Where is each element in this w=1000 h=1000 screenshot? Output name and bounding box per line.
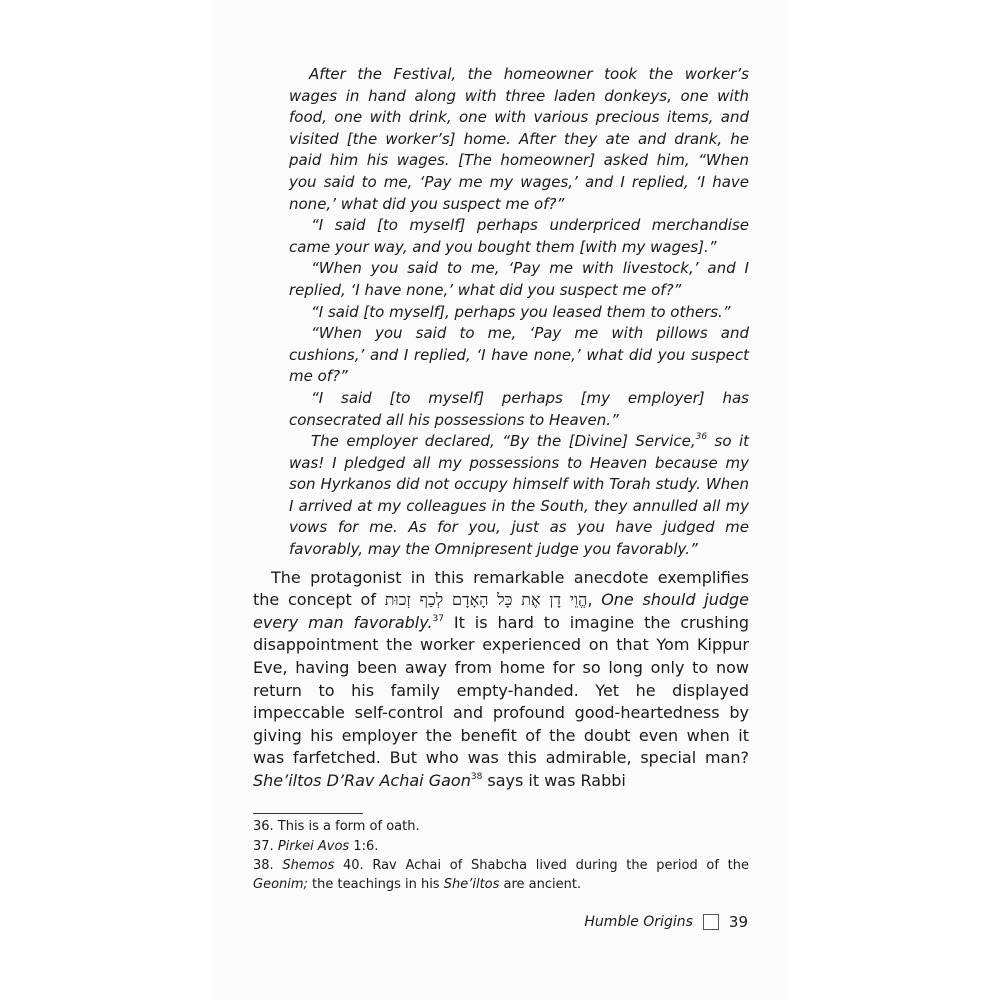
body-text: It is hard to imagine the crushing disappointment the worker experienced on that Yom Kippur Eve, having been away from home for so long only to now return to his family empty-handed. Yet he displayed impeccable self-control and profound good-heartedness by giving his employer the benefit of the doubt even when it was farfetched. But who was this admirable, special man? [253, 612, 749, 768]
footnote-text: the teachings in his [307, 876, 444, 892]
footnote-text: are ancient. [499, 876, 582, 892]
block-quote [289, 64, 749, 561]
footnotes [253, 818, 749, 895]
footnote-italic: Geonim; [253, 876, 308, 892]
italic-title: She’iltos D’Rav Achai Gaon [253, 771, 471, 790]
quote-paragraph: “I said [to myself], perhaps you leased them to others.” [311, 302, 731, 321]
hebrew-phrase: הֱוֵי דָן אֶת כָּל הָאָדָם לְכַף זְכוּת [384, 590, 588, 610]
footnote-37 [253, 838, 749, 857]
footnote-38 [253, 857, 749, 894]
body-paragraph [253, 567, 749, 793]
footnote-italic: Shemos [282, 858, 335, 873]
quote-paragraph: “I said [to myself] perhaps [my employer] has consecrated all his possessions to Heaven.” [289, 388, 749, 429]
page-number: 39 [728, 913, 748, 931]
quote-paragraph [289, 431, 749, 561]
footnote-ref[interactable]: 37 [432, 613, 444, 624]
quote-paragraph: “I said [to myself] perhaps underpriced merchandise came your way, and you bought them [with my wages].” [289, 216, 749, 256]
italic-translation: One should judge every man favorably. [253, 590, 750, 632]
body-text: , [587, 590, 602, 610]
quote-text: so it was! I pledged all my possessions to Heaven because my son Hyrkanos did not occupy himself with Torah study. When I arrived at my colleagues in the South, they annulled all my vows for me. As for you, just as you have judged me favorably, may the Omnipresent judge you favorably.” [289, 432, 749, 559]
running-title: Humble Origins [584, 914, 693, 930]
footnote-text: 1:6. [349, 838, 379, 854]
quote-paragraph: After the Festival, the homeowner took the worker’s wages in hand along with three laden donkeys, one with food, one with drink, one with various precious items, and visited [the worker’s] home. After they ate and drank, he paid him his wages. [The homeowner] asked him, “When you said to me, ‘Pay me my wages,’ and I replied, ‘I have none,’ what did you suspect me of?” [289, 65, 749, 213]
footnote-number: 38. [253, 858, 283, 873]
footnote-36: 36. This is a form of oath. [253, 819, 420, 834]
footnote-number: 37. [253, 838, 278, 854]
quote-paragraph: “When you said to me, ‘Pay me with livestock,’ and I replied, ‘I have none,’ what did you suspect me of?” [289, 259, 749, 299]
quote-text: The employer declared, “By the [Divine] Service, [311, 432, 696, 451]
footnote-ref[interactable]: 36 [695, 432, 708, 443]
footnote-ref[interactable]: 38 [470, 771, 483, 782]
footnote-italic: Pirkei Avos [277, 838, 350, 854]
footnote-italic: She’iltos [443, 876, 500, 892]
body-text: The protagonist in this remarkable anecdote exemplifies the concept of [253, 567, 749, 610]
footnote-text: 40. Rav Achai of Shabcha lived during the period of the [334, 858, 749, 873]
footer-square-icon [703, 914, 719, 930]
quote-paragraph: “When you said to me, ‘Pay me with pillows and cushions,’ and I replied, ‘I have none,’ what did you suspect me of?” [289, 324, 749, 386]
main-text [253, 64, 749, 793]
body-text: says it was Rabbi [482, 771, 626, 790]
page-footer [584, 913, 748, 931]
footnote-divider [253, 813, 363, 814]
